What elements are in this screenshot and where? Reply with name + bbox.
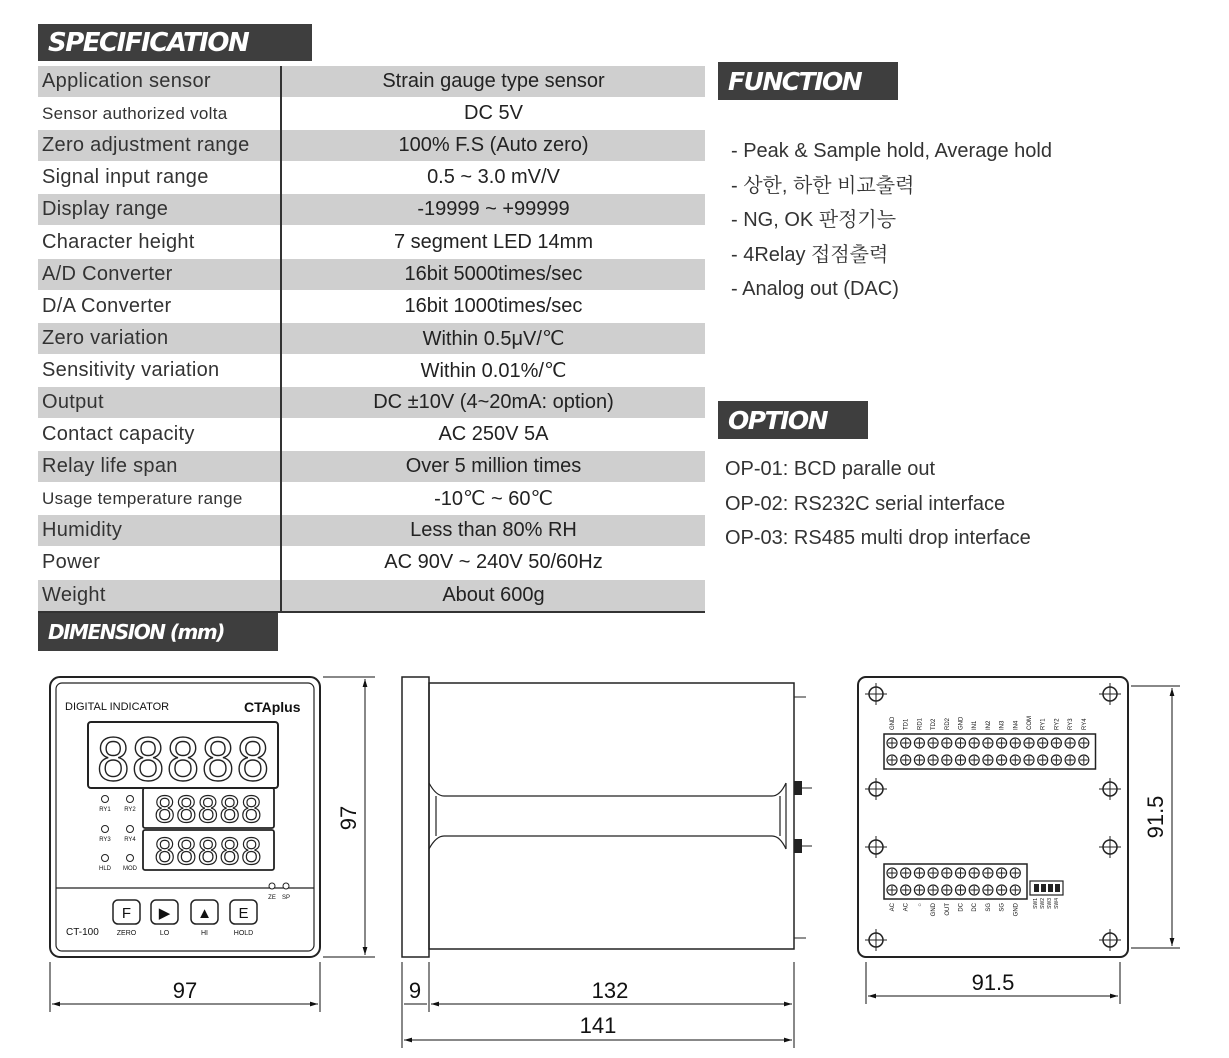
mount-screw-icon (1099, 683, 1121, 705)
dip-label: SW3 (1047, 898, 1053, 909)
terminal-label: GND (1013, 903, 1020, 917)
terminal-label: RY2 (1054, 718, 1061, 730)
trim-label: SP (281, 895, 291, 901)
terminal-screw-icon (887, 868, 897, 878)
spec-label: Sensor authorized volta (38, 98, 281, 130)
terminal-label: AC (903, 903, 910, 912)
main-seven-segment-display: 88888 (95, 726, 271, 794)
terminal-screw-icon (794, 839, 802, 853)
spec-label: Zero variation (38, 322, 281, 354)
terminal-screw-icon (1079, 738, 1089, 748)
function-item: - 4Relay 접점출력 (731, 243, 889, 266)
spec-value: 100% F.S (Auto zero) (281, 130, 705, 162)
spec-label: Zero adjustment range (38, 130, 281, 162)
terminal-screw-icon (901, 755, 911, 765)
spec-value: Within 0.5μV/℃ (281, 322, 705, 354)
terminal-screw-icon (887, 738, 897, 748)
terminal-screw-icon (942, 885, 952, 895)
terminal-screw-icon (942, 738, 952, 748)
spec-label: Relay life span (38, 451, 281, 483)
terminal-label: GND (890, 716, 896, 730)
mount-screw-icon (1099, 929, 1121, 951)
flange-dimension: 9 (408, 978, 422, 1003)
terminal-screw-icon (956, 868, 966, 878)
led-label: RY3 (99, 837, 111, 843)
spec-label: Sensitivity variation (38, 354, 281, 386)
spec-label: Usage temperature range (38, 483, 281, 515)
mount-screw-icon (1099, 836, 1121, 858)
dimension-title: DIMENSION (mm) (38, 613, 278, 651)
terminal-screw-icon (997, 755, 1007, 765)
function-item: - 상한, 하한 비교출력 (731, 174, 915, 197)
terminal-screw-icon (928, 755, 938, 765)
terminal-label: IN3 (999, 720, 1006, 730)
mount-screw-icon (865, 778, 887, 800)
terminal-screw-icon (969, 885, 979, 895)
terminal-label: TD1 (903, 718, 910, 730)
spec-label: Weight (38, 579, 281, 612)
spec-label: Contact capacity (38, 419, 281, 451)
spec-value: AC 90V ~ 240V 50/60Hz (281, 547, 705, 579)
terminal-screw-icon (928, 738, 938, 748)
terminal-label: RD2 (944, 717, 951, 730)
terminal-label: COM (1027, 716, 1033, 730)
spec-label: Application sensor (38, 66, 281, 98)
terminal-screw-icon (997, 885, 1007, 895)
led-mod (127, 855, 134, 862)
function-item: - Analog out (DAC) (731, 278, 899, 300)
terminal-label: TD2 (931, 718, 938, 730)
spec-value: 7 segment LED 14mm (281, 226, 705, 258)
svg-text:F: F (121, 905, 132, 922)
led-ry2 (127, 796, 134, 803)
terminal-screw-icon (887, 755, 897, 765)
led-ry4 (127, 826, 134, 833)
terminal-screw-icon (901, 885, 911, 895)
front-view (50, 677, 375, 1012)
terminal-label: DC (972, 903, 979, 912)
terminal-label: IN2 (985, 720, 992, 730)
terminal-screw-icon (914, 755, 924, 765)
terminal-screw-icon (1079, 755, 1089, 765)
terminal-label: AC (890, 903, 896, 912)
terminal-screw-icon (914, 738, 924, 748)
e-button (230, 900, 257, 924)
function-item: - NG, OK 판정기능 (731, 209, 897, 231)
terminal-label: GND (931, 903, 938, 917)
front-width-dimension: 97 (172, 978, 198, 1003)
led-label: RY1 (99, 807, 111, 813)
terminal-screw-icon (914, 885, 924, 895)
spec-value: Within 0.01%/℃ (281, 354, 705, 386)
terminal-screw-icon (969, 755, 979, 765)
spec-label: Signal input range (38, 162, 281, 194)
zero-trim-pot (269, 883, 275, 889)
option-item: OP-02: RS232C serial interface (725, 492, 1006, 515)
terminal-screw-icon (1010, 885, 1020, 895)
spec-label: Character height (38, 226, 281, 258)
terminal-screw-icon (928, 868, 938, 878)
terminal-screw-icon (928, 885, 938, 895)
terminal-screw-icon (1010, 738, 1020, 748)
spec-label: A/D Converter (38, 258, 281, 290)
led-label: MOD (123, 866, 137, 872)
terminal-screw-icon (1010, 868, 1020, 878)
dip-switch (1030, 881, 1063, 909)
terminal-screw-icon (969, 868, 979, 878)
terminal-screw-icon (983, 738, 993, 748)
spec-value: -10℃ ~ 60℃ (281, 483, 705, 515)
terminal-screw-icon (1065, 755, 1075, 765)
terminal-screw-icon (983, 885, 993, 895)
button-caption: LO (159, 930, 170, 937)
terminal-label: DC (958, 903, 965, 912)
spec-label: Power (38, 547, 281, 579)
led-label: HLD (98, 866, 112, 872)
terminal-screw-icon (956, 738, 966, 748)
button-caption: ZERO (116, 930, 137, 937)
option-item: OP-03: RS485 multi drop interface (725, 527, 1031, 549)
terminal-screw-icon (997, 738, 1007, 748)
led-ry1 (102, 796, 109, 803)
terminal-screw-icon (983, 755, 993, 765)
terminal-label: SG (999, 903, 1006, 912)
span-trim-pot (283, 883, 289, 889)
terminal-screw-icon (942, 868, 952, 878)
spec-value: 16bit 1000times/sec (281, 290, 705, 322)
spec-value: DC ±10V (4~20mA: option) (281, 386, 705, 418)
terminal-screw-icon (901, 738, 911, 748)
terminal-screw-icon (942, 755, 952, 765)
spec-value: -19999 ~ +99999 (281, 194, 705, 226)
svg-text:E: E (238, 905, 249, 922)
terminal-label: IN4 (1013, 720, 1020, 730)
mount-screw-icon (865, 929, 887, 951)
button-caption: HOLD (233, 930, 254, 937)
total-length-dimension: 141 (579, 1013, 617, 1038)
specification-title: SPECIFICATION (38, 24, 312, 61)
spec-label: Display range (38, 194, 281, 226)
spec-value: About 600g (281, 579, 705, 612)
terminal-screw-icon (1038, 755, 1048, 765)
terminal-label: GND (958, 716, 965, 730)
option-title: OPTION (718, 401, 868, 439)
terminal-screw-icon (1038, 738, 1048, 748)
option-item: OP-01: BCD paralle out (725, 458, 936, 480)
terminal-screw-icon (1065, 738, 1075, 748)
spec-value: 0.5 ~ 3.0 mV/V (281, 162, 705, 194)
trim-label: ZE (268, 895, 276, 901)
led-ry3 (102, 826, 109, 833)
rear-width-dimension: 91.5 (971, 970, 1015, 995)
spec-value: Over 5 million times (281, 451, 705, 483)
terminal-screw-icon (997, 868, 1007, 878)
model-label: CT-100 (66, 927, 99, 938)
sub-display-lower: 88888 (153, 832, 263, 873)
spec-label: D/A Converter (38, 290, 281, 322)
body-length-dimension: 132 (591, 978, 629, 1003)
function-title: FUNCTION (718, 62, 898, 100)
terminal-screw-icon (794, 781, 802, 795)
terminal-screw-icon (1024, 738, 1034, 748)
svg-text:▶: ▶ (158, 905, 171, 922)
mount-screw-icon (1099, 778, 1121, 800)
rear-height-dimension: 91.5 (1143, 795, 1168, 839)
spec-value: AC 250V 5A (281, 419, 705, 451)
f-button (113, 900, 140, 924)
terminal-screw-icon (956, 755, 966, 765)
rear-view (858, 677, 1180, 1004)
dip-label: SW1 (1033, 898, 1039, 909)
terminal-label: RD1 (917, 717, 924, 730)
spec-label: Output (38, 386, 281, 418)
terminal-screw-icon (1051, 738, 1061, 748)
terminal-label: RY4 (1081, 718, 1088, 730)
spec-value: DC 5V (281, 98, 705, 130)
terminal-screw-icon (956, 885, 966, 895)
terminal-screw-icon (983, 868, 993, 878)
terminal-screw-icon (1024, 755, 1034, 765)
terminal-label: OUT (944, 903, 951, 916)
led-hld (102, 855, 109, 862)
terminal-screw-icon (969, 738, 979, 748)
terminal-label: SG (985, 903, 992, 912)
dip-label: SW4 (1054, 898, 1060, 909)
spec-label: Humidity (38, 515, 281, 547)
terminal-screw-icon (887, 885, 897, 895)
lo-button (151, 900, 178, 924)
terminal-screw-icon (1051, 755, 1061, 765)
terminal-screw-icon (901, 868, 911, 878)
spec-value: Less than 80% RH (281, 515, 705, 547)
dip-label: SW2 (1040, 898, 1046, 909)
terminal-screw-icon (1010, 755, 1020, 765)
function-item: - Peak & Sample hold, Average hold (731, 140, 1052, 162)
led-label: RY4 (124, 837, 136, 843)
side-view (402, 677, 812, 1048)
mount-screw-icon (865, 683, 887, 705)
terminal-label: ○ (917, 903, 924, 907)
spec-value: Strain gauge type sensor (281, 66, 705, 98)
terminal-screw-icon (914, 868, 924, 878)
spec-value: 16bit 5000times/sec (281, 258, 705, 290)
svg-text:▲: ▲ (197, 905, 212, 922)
led-label: RY2 (124, 807, 136, 813)
button-caption: HI (201, 930, 208, 937)
terminal-label: RY3 (1068, 718, 1075, 730)
brand-logo: CTAplus (244, 699, 301, 715)
terminal-label: IN1 (972, 720, 979, 730)
hi-button (191, 900, 218, 924)
terminal-label: RY1 (1040, 718, 1047, 730)
front-header-text: DIGITAL INDICATOR (65, 701, 170, 713)
front-height-dimension: 97 (336, 805, 361, 831)
sub-display-upper: 88888 (153, 790, 263, 831)
mount-screw-icon (865, 836, 887, 858)
